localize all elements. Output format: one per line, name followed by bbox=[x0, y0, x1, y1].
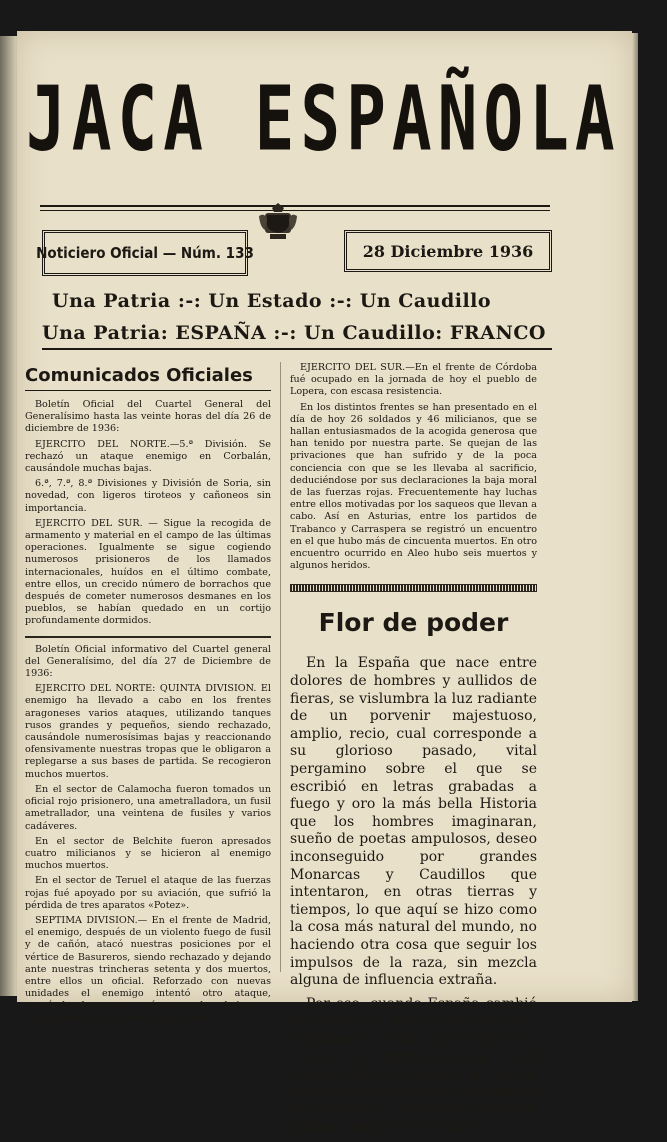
column-separator bbox=[25, 636, 271, 638]
bulletin-paragraph: En el sector de Belchite fueron apresados cuatro milicianos y se hicieron al enemigo muchos muertos. bbox=[25, 835, 271, 872]
slogan-rule bbox=[42, 348, 552, 350]
section-heading: Comunicados Oficiales bbox=[25, 365, 253, 386]
column-divider bbox=[280, 362, 281, 972]
heading-rule bbox=[25, 390, 271, 391]
newspaper-masthead: JACA ESPAÑOLA bbox=[26, 66, 621, 171]
slogan-line-2: Una Patria: ESPAÑA :-: Un Caudillo: FRANCO bbox=[42, 322, 546, 344]
date-box bbox=[344, 230, 552, 272]
bulletin-paragraph: EJERCITO DEL SUR. — Sigue la recogida de armamento y material en el campo de las últimas operaciones. Igualmente se sigue cogiendo numerosos prisioneros de los llamados internacionales, huídos en el último combate, entre ellos, un crecido número de borrachos que después de cometer numerosos desmanes en los pueblos, se habían quedado en un cortijo profundamente dormidos. bbox=[25, 517, 271, 627]
bulletin-paragraph: EJERCITO DEL NORTE.—5.ª División. Se rechazó un ataque enemigo en Corbalán, causándole muchas bajas. bbox=[25, 438, 271, 475]
page-edge bbox=[632, 33, 638, 1001]
bulletin-paragraph: SEPTIMA DIVISION.— En el frente de Madrid, el enemigo, después de un violento fuego de fusil y de cañón, atacó nuestras posiciones por el vértice de Basureros, siendo rechazado y dejando ante nuestras trincheras setenta y dos muertos, entre ellos un oficial. Reforzado con nuevas unidades el enemigo intentó otro ataque, causándosele gran número de bajas y obligándosele a retirarse castigadísimo. bbox=[25, 914, 271, 1024]
bulletin-paragraph: En los distintos frentes se han presentado en el día de hoy 26 soldados y 46 milicianos, que se hallan entusiasmados de la acogida generosa que han tenido por nuestra parte. Se quejan de las privaciones que han sufrido y de la poca conciencia con que se les llevaba al sacrificio, deduciéndose por sus declaraciones la baja moral de las fuerzas rojas. Frecuentemente hay luchas entre ellos motivadas por los saqueos que llevan a cabo. Así en Asturias, entre los partidos de Trabanco y Carraspera se registró un encuentro en el que hubo más de cincuenta muertos. En otro encuentro ocurrido en Aleo hubo seis muertos y algunos heridos. bbox=[290, 401, 537, 572]
bulletin-paragraph: En el sector de Teruel el ataque de las fuerzas rojas fué apoyado por su aviación, que sufrió la pérdida de tres aparatos «Potez». bbox=[25, 875, 271, 911]
ornamental-rule bbox=[290, 584, 537, 592]
bulletin-paragraph: EJERCITO DEL NORTE: QUINTA DIVISION. El enemigo ha llevado a cabo en los frentes aragoneses varios ataques, utilizando tanques rusos grandes y pequeños, siendo rechazado, causándole numerosísimas bajas y reaccionando ofensivamente nuestras tropas que le obligaron a replegarse a sus bases de partida. Se recogieron muchos muertos. bbox=[25, 683, 271, 780]
article-paragraph: En la España que nace entre dolores de hombres y aullidos de fieras, se vislumbra la luz radiante de un porvenir majestuoso, amplio, recio, cual corresponde a su glorioso pasado, vital pergamino sobre el que se escribió en letras grabadas a fuego y oro la más bella Historia que los hombres imaginaran, sueño de poetas ampulosos, deseo inconseguido por grandes Monarcas y Caudillos que intentaron, en otras tierras y tiempos, lo que aquí se hizo como la cosa más natural del mundo, no haciendo otra cosa que seguir los impulsos de la raza, sin mezcla alguna de influencia extraña. bbox=[290, 655, 537, 989]
bulletin-paragraph: En el sector de Calamocha fueron tomados un oficial rojo prisionero, una ametralladora, un fusil ametrallador, una veintena de fusiles y varios cadáveres. bbox=[25, 783, 271, 832]
bulletin-paragraph: Boletín Oficial del Cuartel General del Generalísimo hasta las veinte horas del día 26 de diciembre de 1936: bbox=[25, 399, 271, 435]
bulletin-paragraph: Boletín Oficial informativo del Cuartel general del Generalísimo, del día 27 de Diciembre de 1936: bbox=[25, 643, 271, 680]
article-title: Flor de poder bbox=[318, 608, 509, 638]
bulletin-paragraph: 6.ª, 7.ª, 8.ª Divisiones y División de Soria, sin novedad, con ligeros tiroteos y cañoneos sin importancia. bbox=[25, 478, 271, 514]
slogan-line-1: Una Patria :-: Un Estado :-: Un Caudillo bbox=[52, 290, 492, 312]
bulletin-paragraph: EJERCITO DEL SUR.—En el frente de Córdoba fué ocupado en la jornada de hoy el pueblo de Lopera, con escasa resistencia. bbox=[290, 362, 537, 398]
left-column bbox=[25, 365, 271, 1028]
right-column bbox=[290, 362, 537, 1142]
noticiero-label: Noticiero Oficial — Núm. 133 bbox=[36, 244, 254, 262]
coat-of-arms-icon bbox=[256, 200, 300, 244]
noticiero-box bbox=[36, 230, 254, 276]
issue-date: 28 Diciembre 1936 bbox=[362, 241, 534, 261]
article-paragraph: Por eso, cuando España cambió de postura y dióse a seguir rutas exóticas, su rumbo fué a la deriva, y aquí se cometieron mil y mil dislates bajo la insania de copiar modelos extranjeros y la estupidez de considerar inferiores nuestros modos, que por el hecho de bbox=[290, 995, 537, 1135]
